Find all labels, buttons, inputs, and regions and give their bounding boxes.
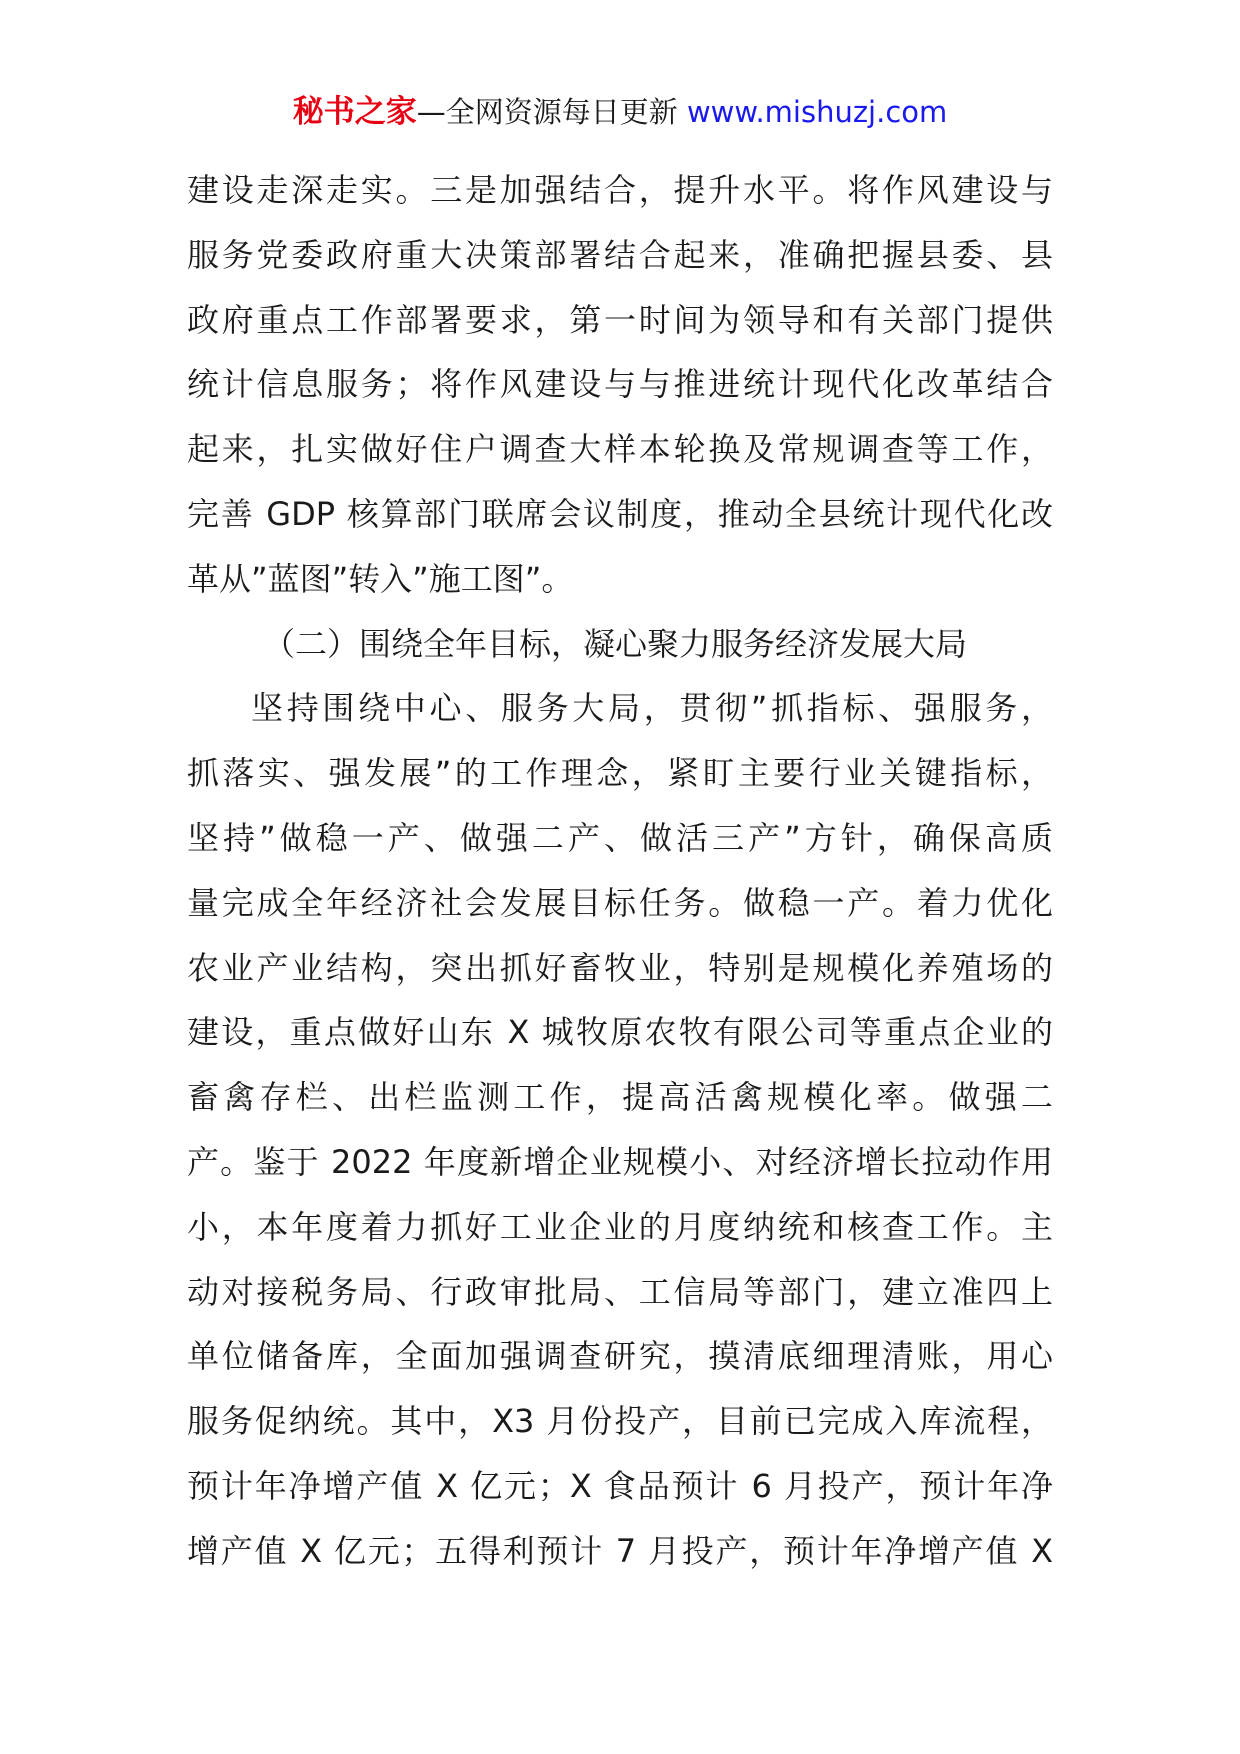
text-line: 农业产业结构，突出抓好畜牧业，特别是规模化养殖场的 (187, 948, 1053, 987)
site-header (0, 92, 1240, 132)
text-line: 动对接税务局、行政审批局、工信局等部门，建立准四上 (187, 1272, 1053, 1311)
text-line: 单位储备库，全面加强调查研究，摸清底细理清账，用心 (187, 1337, 1053, 1376)
text-line: 政府重点工作部署要求，第一时间为领导和有关部门提供 (187, 300, 1053, 339)
text-line: 坚持围绕中心、服务大局，贯彻”抓指标、强服务， (251, 689, 1053, 728)
document-body (187, 158, 1053, 1584)
text-line: 抓落实、强发展”的工作理念，紧盯主要行业关键指标， (187, 754, 1053, 793)
section-heading: （二）围绕全年目标，凝心聚力服务经济发展大局 (263, 624, 968, 663)
text-line: 产。鉴于 2022 年度新增企业规模小、对经济增长拉动作用 (187, 1142, 1053, 1181)
text-line: 起来，扎实做好住户调查大样本轮换及常规调查等工作， (187, 430, 1053, 469)
text-line: 服务党委政府重大决策部署结合起来，准确把握县委、县 (187, 235, 1053, 274)
text-line: 建设，重点做好山东 X 城牧原农牧有限公司等重点企业的 (187, 1013, 1053, 1052)
site-url-link[interactable]: www.mishuzj.com (686, 95, 948, 129)
text-line: 坚持”做稳一产、做强二产、做活三产”方针，确保高质 (187, 818, 1053, 857)
text-line: 增产值 X 亿元；五得利预计 7 月投产，预计年净增产值 X (187, 1531, 1053, 1570)
text-line: 统计信息服务；将作风建设与与推进统计现代化改革结合 (187, 365, 1053, 404)
text-line: 服务促纳统。其中，X3 月份投产，目前已完成入库流程， (187, 1402, 1053, 1441)
text-line: 量完成全年经济社会发展目标任务。做稳一产。着力优化 (187, 883, 1053, 922)
header-slogan: —全网资源每日更新 (416, 95, 678, 129)
text-line: 预计年净增产值 X 亿元；X 食品预计 6 月投产，预计年净 (187, 1466, 1053, 1505)
text-line: 革从”蓝图”转入”施工图”。 (187, 559, 574, 598)
text-line: 建设走深走实。三是加强结合，提升水平。将作风建设与 (187, 171, 1053, 209)
text-line: 畜禽存栏、出栏监测工作，提高活禽规模化率。做强二 (187, 1078, 1053, 1117)
text-line: 小，本年度着力抓好工业企业的月度纳统和核查工作。主 (187, 1207, 1053, 1246)
brand-name: 秘书之家 (292, 94, 417, 130)
text-line: 完善 GDP 核算部门联席会议制度，推动全县统计现代化改 (187, 494, 1053, 533)
